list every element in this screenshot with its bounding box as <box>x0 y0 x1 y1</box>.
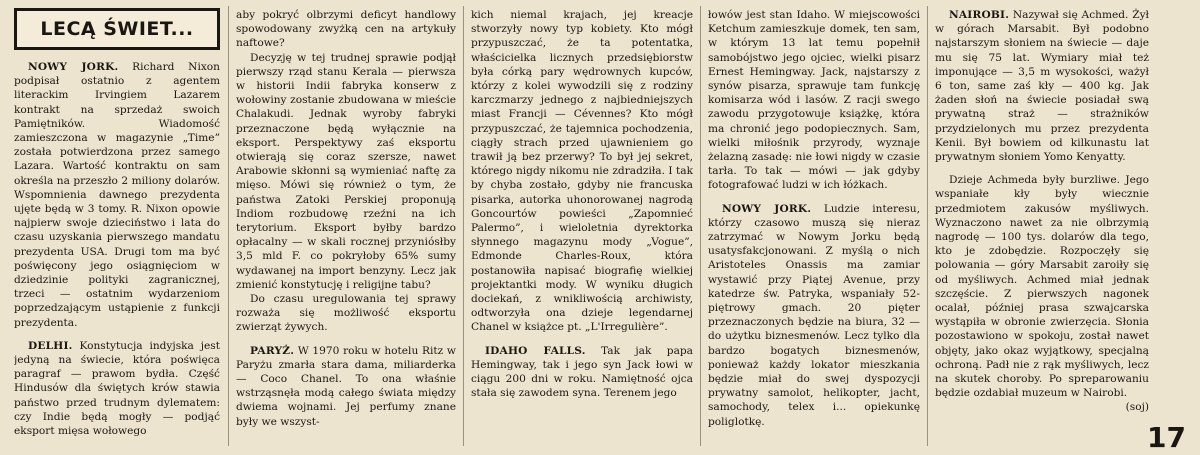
article-nowy-jork-nixon <box>14 60 220 330</box>
article-idaho-falls <box>471 344 693 401</box>
dateline: IDAHO FALLS. <box>485 344 586 357</box>
article-text: Richard Nixon podpisał ostatnio z agentem literackim Irvingiem Lazarem kontrakt na sprzedaż swoich Pamiętników. Wiadomość zamieszczona w magazynie „Time” została potwierdzona przez samego Lazara. Wartość kontraktu on sam określa na przeszło 2 miliony dolarów. Wspomnienia dawnego prezydenta ujęte będą w 3 tomy. R. Nixon opowie najpierw swoje dzieciństwo i lata do czasu uzyskania pierwszego mandatu prezydenta USA. Drugi tom ma być poświęcony jego osiągnięciom w dziedzinie polityki zagranicznej, trzeci — ostatnim wydarzeniom poprzedzającym ustąpienie z funkcji prezydenta. <box>14 61 220 329</box>
article-nairobi <box>935 8 1149 164</box>
article-delhi <box>14 339 220 438</box>
article-nowy-jork-onassis <box>708 202 920 429</box>
column-2 <box>236 8 456 448</box>
section-title: LECĄ ŚWIET... <box>40 17 194 40</box>
column-1 <box>14 8 220 448</box>
dateline: NOWY JORK. <box>28 61 119 73</box>
column-divider <box>228 6 229 446</box>
dateline: NOWY JORK. <box>722 202 812 215</box>
column-divider <box>463 6 464 446</box>
column-3 <box>471 8 693 448</box>
article-text: Do czasu uregulowania tej sprawy rozważa się możliwość eksportu zwierząt żywych. <box>236 293 456 334</box>
article-text: aby pokryć olbrzymi deficyt handlowy spowodowany zwyżką cen na artykuły naftowe? <box>236 9 456 50</box>
dateline: NAIROBI. <box>949 9 1010 21</box>
section-title-box <box>14 8 220 50</box>
column-divider <box>927 6 928 446</box>
page-number: 17 <box>1147 421 1186 454</box>
article-text: W 1970 roku w hotelu Ritz w Paryżu zmarła stara dama, miliarderka — Coco Chanel. To ona właśnie wstrząsnęła modą całego świata między dwiema wojnami. Jej perfumy znane były we wszyst- <box>236 344 456 428</box>
column-4 <box>708 8 920 448</box>
article-text: Tak jak papa Hemingway, tak i jego syn Jack łowi w ciągu 200 dni w roku. Namiętność ojca stała się zawodem syna. Terenem jego <box>471 344 693 400</box>
article-text: Dzieje Achmeda były burzliwe. Jego wspaniałe kły były wiecznie przedmiotem zakusów myśliwych. Wyznaczono nawet za nie olbrzymią nagrodę — 100 tys. dolarów dla tego, kto je zdobędzie. Rozpoczęły się polowania — góry Marsabit zaroiły się od myśliwych. Achmed miał jednak szczęście. Z pierwszych nagonek ocalał, później prasa szwajcarska wystąpiła w obronie zwierzęcia. Słonia pozostawiono w spokoju, został nawet objęty, jako okaz wyjątkowy, specjalną ochroną. Padł nie z rąk myśliwych, lecz na skutek choroby. Po spreparowaniu będzie ozdabiał muzeum w Nairobi. <box>935 174 1149 400</box>
article-text: Konstytucja indyjska jest jedyną na świecie, która poświęca paragraf — prawom bydła. Część Hindusów dla świętych krów stawia państwo przed trudnym dylematem: czy Indie będą mogły — podjąć eksport mięsa wołowego <box>14 339 220 438</box>
author-credit: (soj) <box>1125 401 1149 414</box>
article-text: Decyzję w tej trudnej sprawie podjął pierwszy rząd stanu Kerala — pierwsza w historii Indii fabryka konserw z wołowiny zostanie zbudowana w mieście Chalakudi. Jednak wyroby fabryki przeznaczone będą wyłącznie na eksport. Perspektywy zaś eksportu otwierają się coraz szersze, nawet Arabowie skłonni są wymieniać naftę za mięso. Mówi się również o tym, że państwa Zatoki Perskiej proponują Indiom rozbudowę rzeźni na ich terytorium. Eksport byłby bardzo opłacalny — w skali rocznej przyniósłby 3,5 mld F. co pokryłoby 65% sumy wydawanej na import benzyny. Lecz jak zmienić konstytucję i religijne tabu? <box>236 51 456 291</box>
article-text: kich niemal krajach, jej kreacje stworzyły nowy typ kobiety. Kto mógł przypuszczać, że ta potentatka, właścicielka licznych przedsiębiorstw była córką pary wędrownych kupców, którzy z kolei wywodzili się z rodziny karczmarzy jednego z najbiedniejszych miast Francji — Cévennes? Kto mógł przypuszczać, że tajemnica pochodzenia, ciągły strach przed ujawnieniem go trawił ją bez przerwy? To był jej sekret, którego nigdy nikomu nie zdradziła. I tak by chyba zostało, gdyby nie francuska pisarka, autorka uhonorowanej nagrodą Goncourtów powieści „Zapomnieć Palermo”, i wieloletnia dyrektorka słynnego magazynu mody „Vogue”, Edmonde Charles-Roux, która postanowiła napisać biografię wielkiej projektantki mody. W wyniku długich dociekań, z wnikliwością archiwisty, odtworzyła ona dzieje legendarnej Chanel w książce pt. „L'Irregulière”. <box>471 9 693 334</box>
article-text: Nazywał się Achmed. Żył w górach Marsabit. Był podobno najstarszym słoniem na świecie — daje mu się 75 lat. Wymiary miał też imponujące — 3,5 m wysokości, ważył 6 ton, same zaś kły — 400 kg. Jak żaden słoń na świecie posiadał swą prywatną straż — strażników przydzielonych mu przez prezydenta Kenii. Był bowiem od kilkunastu lat prywatnym słoniem Yomo Kenyatty. <box>935 9 1149 164</box>
dateline: DELHI. <box>28 339 73 352</box>
column-divider <box>700 6 701 446</box>
column-5 <box>935 8 1149 448</box>
article-paryz <box>236 344 456 429</box>
article-text: łowów jest stan Idaho. W miejscowości Ketchum zamieszkuje domek, ten sam, w którym 13 lat temu popełnił samobójstwo jego ojciec, wielki pisarz Ernest Hemingway. Jack, najstarszy z synów pisarza, sprawuje tam funkcję komisarza wód i lasów. Z racji swego zawodu przygotowuje książkę, która ma chronić jego podopiecznych. Sam, wielki miłośnik przyrody, wyznaje żelazną zasadę: nie łowi nigdy w czasie tarła. To tak — mówi — jak gdyby fotografować ludzi w ich łóżkach. <box>708 9 920 192</box>
dateline: PARYŻ. <box>250 344 295 357</box>
article-text: Ludzie interesu, którzy czasowo muszą się nieraz zatrzymać w Nowym Jorku będą usatysfakcjonowani. Z myślą o nich Aristoteles Onassis ma zamiar wystawić przy Piątej Avenue, przy katedrze św. Patryka, wspaniały 52-piętrowy gmach. 20 pięter przeznaczonych będzie na biura, 32 — do użytku biznesmenów. Lecz tylko dla bardzo bogatych biznesmenów, ponieważ każdy lokator mieszkania będzie miał do swej dyspozycji prywatny samolot, helikopter, jacht, samochody, telex i... opiekunkę poliglotkę. <box>708 202 920 428</box>
